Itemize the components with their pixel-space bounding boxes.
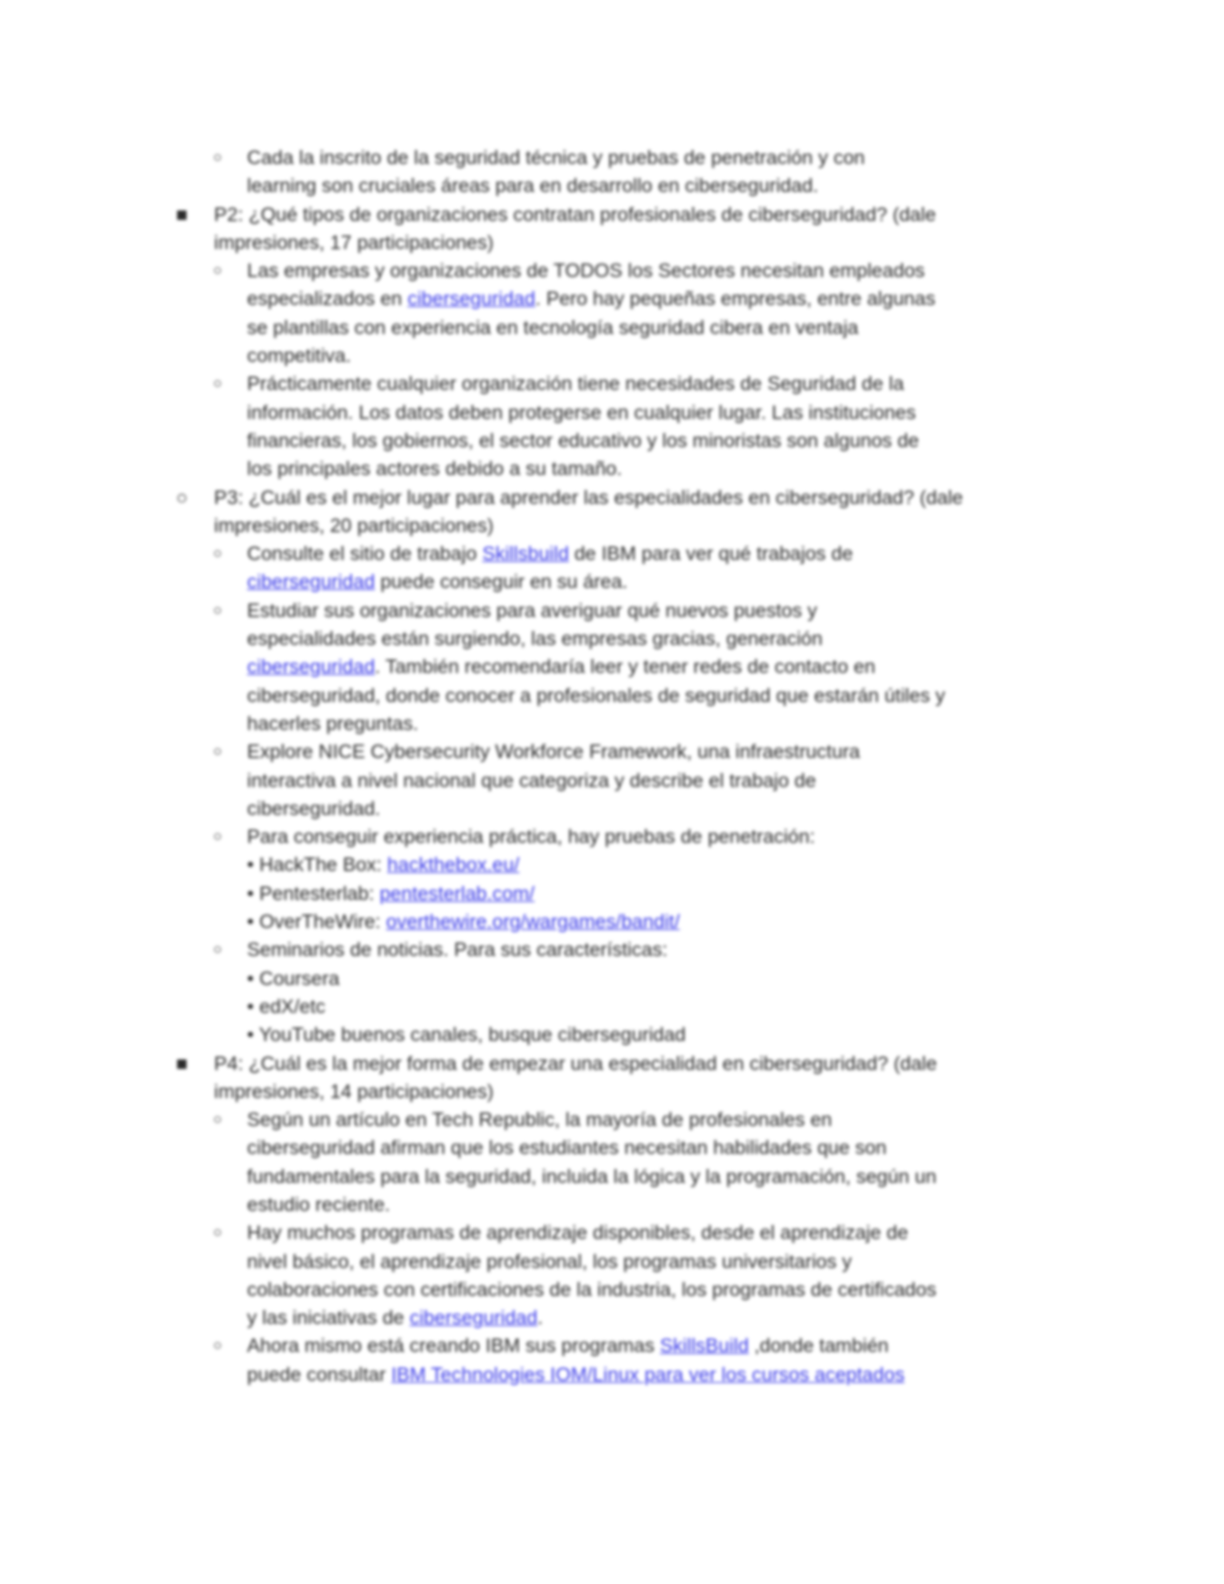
- text-span: Ahora mismo está creando IBM sus programas: [247, 1335, 660, 1358]
- text-span: puede conseguir en su área.: [374, 571, 628, 594]
- link-ciberseguridad[interactable]: ciberseguridad: [407, 288, 536, 311]
- document-body: [176, 144, 1076, 1389]
- paragraph-line: [247, 568, 1076, 596]
- paragraph-line: Para conseguir experiencia práctica, hay pruebas de penetración:: [247, 826, 816, 849]
- hollow-bullet-icon: ○: [213, 149, 223, 166]
- paragraph-line: [247, 540, 1076, 568]
- paragraph-line: ciberseguridad.: [247, 797, 381, 820]
- question-item-p4: [176, 1050, 1076, 1390]
- text-span: . Pero hay pequeñas empresas, entre algunas: [535, 288, 936, 311]
- answer-item: [209, 1332, 1076, 1389]
- link-pentesterlab[interactable]: pentesterlab.com/: [379, 882, 535, 905]
- paragraph-line: Estudiar sus organizaciones para averiguar qué nuevos puestos y: [247, 599, 818, 622]
- text-span: ,donde también: [748, 1335, 889, 1358]
- paragraph-line: ciberseguridad, donde conocer a profesionales de seguridad que estarán útiles y: [247, 684, 946, 707]
- text-span: de IBM para ver qué trabajos de: [568, 543, 853, 566]
- hollow-bullet-icon: ○: [213, 941, 223, 959]
- paragraph-line: learning son cruciales áreas para en desarrollo en ciberseguridad.: [247, 175, 819, 198]
- paragraph-line: [247, 1361, 1076, 1389]
- link-overthewire[interactable]: overthewire.org/wargames/bandit/: [386, 911, 680, 934]
- paragraph-line: [247, 1332, 1076, 1360]
- hollow-bullet-icon: ○: [213, 262, 223, 280]
- list-item: [176, 144, 1076, 201]
- text-span: y las iniciativas de: [247, 1307, 410, 1330]
- hollow-bullet-icon: ○: [213, 545, 223, 563]
- paragraph-line: competitiva.: [247, 345, 352, 368]
- text-span: • HackThe Box:: [247, 854, 388, 877]
- answer-item: [209, 738, 1076, 823]
- paragraph-line: financieras, los gobiernos, el sector educativo y los minoristas son algunos de: [247, 429, 920, 452]
- square-bullet-icon: ■: [176, 203, 188, 226]
- text-span: Consulte el sitio de trabajo: [247, 543, 483, 566]
- question-meta: impresiones, 20 participaciones): [214, 514, 494, 537]
- link-ciberseguridad[interactable]: ciberseguridad: [247, 656, 375, 679]
- paragraph-line: [247, 908, 1076, 936]
- hollow-bullet-icon: ○: [213, 1337, 223, 1355]
- hollow-bullet-icon: ○: [213, 828, 223, 846]
- answer-item: [209, 1219, 1076, 1332]
- paragraph-line: fundamentales para la seguridad, incluida la lógica y la programación, según un: [247, 1165, 937, 1188]
- hollow-bullet-icon: ○: [213, 1224, 223, 1242]
- answer-list: [209, 540, 1076, 1049]
- link-skillsbuild[interactable]: SkillsBuild: [659, 1335, 749, 1358]
- paragraph-line: Seminarios de noticias. Para sus características:: [247, 939, 668, 962]
- paragraph-line: estudio reciente.: [247, 1193, 391, 1216]
- question-heading: P4: ¿Cuál es la mejor forma de empezar una especialidad en ciberseguridad? (dale: [214, 1052, 937, 1075]
- question-item-p3: [176, 484, 1076, 1050]
- text-span: • OverTheWire:: [247, 911, 387, 934]
- paragraph-line: información. Los datos deben protegerse en cualquier lugar. Las instituciones: [247, 401, 916, 424]
- paragraph-line: Las empresas y organizaciones de TODOS los Sectores necesitan empleados: [247, 260, 925, 283]
- hollow-bullet-icon: ○: [213, 1111, 223, 1129]
- text-span: • Pentesterlab:: [247, 882, 380, 905]
- link-ibm-courses[interactable]: IBM Technologies IOM/Linux para ver los cursos aceptados: [391, 1363, 905, 1386]
- answer-item: [209, 540, 1076, 597]
- paragraph-line: [247, 1304, 1076, 1332]
- answer-list: [209, 257, 1076, 483]
- sub-list-item: [209, 144, 1076, 201]
- paragraph-line: • YouTube buenos canales, busque ciberseguridad: [247, 1024, 686, 1047]
- hollow-bullet-icon: ○: [213, 375, 223, 393]
- paragraph-line: [247, 653, 1076, 681]
- question-item-p2: [176, 201, 1076, 484]
- question-heading: P2: ¿Qué tipos de organizaciones contratan profesionales de ciberseguridad? (dale: [214, 203, 936, 226]
- link-hackthebox[interactable]: hackthebox.eu/: [387, 854, 520, 877]
- text-span: especializados en: [247, 288, 408, 311]
- answer-item: [209, 257, 1076, 370]
- answer-item: [209, 1106, 1076, 1219]
- paragraph-line: Hay muchos programas de aprendizaje disponibles, desde el aprendizaje de: [247, 1222, 909, 1245]
- question-list: [176, 144, 1076, 1389]
- paragraph-line: colaboraciones con certificaciones de la industria, los programas de certificados: [247, 1278, 937, 1301]
- sub-list: [209, 144, 1076, 201]
- link-ciberseguridad[interactable]: ciberseguridad: [247, 571, 375, 594]
- paragraph-line: se plantillas con experiencia en tecnología seguridad cibera en ventaja: [247, 316, 859, 339]
- paragraph-line: Cada la inscrito de la seguridad técnica y pruebas de penetración y con: [247, 147, 865, 169]
- answer-item: [209, 370, 1076, 483]
- paragraph-line: [247, 880, 1076, 908]
- link-skillsbuild[interactable]: Skillsbuild: [482, 543, 569, 566]
- hollow-bullet-icon: ○: [176, 486, 188, 509]
- question-heading: P3: ¿Cuál es el mejor lugar para aprender las especialidades en ciberseguridad? (dale: [214, 486, 964, 509]
- paragraph-line: Explore NICE Cybersecurity Workforce Framework, una infraestructura: [247, 741, 861, 764]
- paragraph-line: Según un artículo en Tech Republic, la mayoría de profesionales en: [247, 1109, 833, 1132]
- answer-item: [209, 936, 1076, 1049]
- answer-item: [209, 823, 1076, 936]
- paragraph-line: nivel básico, el aprendizaje profesional, los programas universitarios y: [247, 1250, 852, 1273]
- hollow-bullet-icon: ○: [213, 743, 223, 761]
- paragraph-line: • Coursera: [247, 967, 340, 990]
- hollow-bullet-icon: ○: [213, 601, 223, 619]
- question-meta: impresiones, 17 participaciones): [214, 231, 494, 254]
- link-ciberseguridad[interactable]: ciberseguridad: [409, 1307, 538, 1330]
- paragraph-line: • edX/etc: [247, 995, 326, 1018]
- question-meta: impresiones, 14 participaciones): [214, 1080, 494, 1103]
- answer-item: [209, 597, 1076, 738]
- paragraph-line: interactiva a nivel nacional que categoriza y describe el trabajo de: [247, 769, 817, 792]
- answer-list: [209, 1106, 1076, 1389]
- paragraph-line: ciberseguridad afirman que los estudiantes necesitan habilidades que son: [247, 1137, 887, 1160]
- square-bullet-icon: ■: [176, 1052, 188, 1075]
- text-span: . También recomendaría leer y tener redes de contacto en: [374, 656, 876, 679]
- paragraph-line: [247, 851, 1076, 879]
- text-span: puede consultar: [247, 1363, 392, 1386]
- paragraph-line: los principales actores debido a su tamaño.: [247, 458, 623, 481]
- paragraph-line: hacerles preguntas.: [247, 712, 419, 735]
- paragraph-line: Prácticamente cualquier organización tiene necesidades de Seguridad de la: [247, 373, 904, 396]
- text-span: .: [537, 1307, 543, 1330]
- paragraph-line: [247, 285, 1076, 313]
- paragraph-line: especialidades están surgiendo, las empresas gracias, generación: [247, 628, 823, 651]
